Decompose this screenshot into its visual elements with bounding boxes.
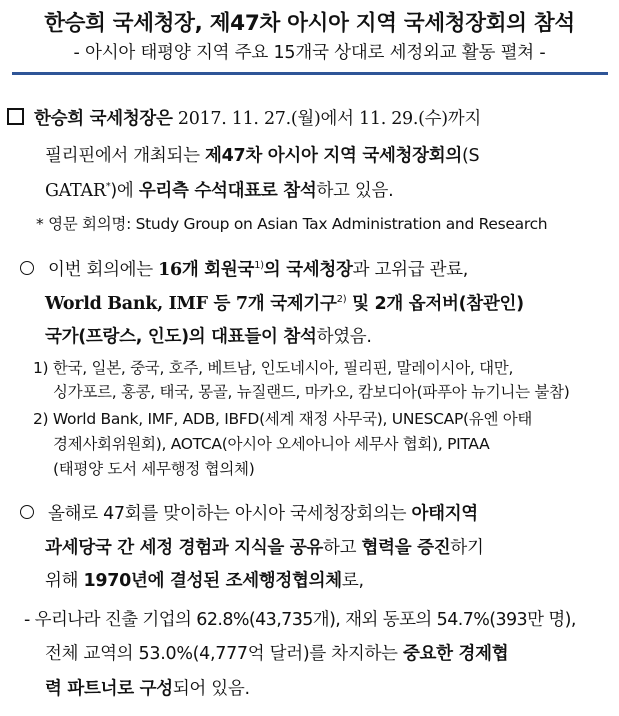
text: 과 고위급 관료,	[352, 260, 469, 280]
footnote-2b: 경제사회위원회), AOTCA(아시아 오세아니아 세무사 협회), PITAA	[53, 435, 490, 453]
commissioner-name: 한승희 국세청장은	[34, 109, 173, 129]
section3-line2	[45, 534, 484, 559]
footnote-ref-2: 2)	[336, 294, 347, 306]
section3-line3	[45, 567, 364, 592]
text: 위해	[45, 571, 84, 591]
section2-line1	[20, 256, 468, 281]
observers: 및 2개 옵저버(참관인)	[346, 294, 524, 314]
text: 력 파트너로 구성	[45, 679, 173, 699]
document-title: 한승희 국세청장, 제47차 아시아 지역 국세청장회의 참석	[44, 11, 575, 36]
section3-detail1	[24, 606, 576, 631]
footnote-1b: 싱가포르, 홍콩, 태국, 몽골, 뉴질랜드, 마카오, 캄보디아(파푸아 뉴기니는 불참)	[53, 383, 570, 401]
text: 하고 있음.	[316, 181, 394, 201]
document-subtitle: - 아시아 태평양 지역 주요 15개국 상대로 세정외교 활동 펼쳐 -	[73, 43, 546, 63]
text: 아태지역	[411, 504, 478, 524]
text: (S	[461, 146, 480, 166]
text: 이번 회의에는	[48, 260, 159, 280]
section2-line2	[45, 290, 524, 315]
date-range: 2017. 11. 27.(월)에서 11. 29.(수)까지	[172, 109, 482, 129]
text: 필리핀에서 개최되는	[45, 146, 205, 166]
section1-note: * 영문 회의명: Study Group on Asian Tax Administration and Research	[36, 215, 548, 233]
intl-orgs: World Bank, IMF 등 7개 국제기구	[45, 294, 337, 314]
role-text: 우리측 수석대표로 참석	[138, 181, 317, 201]
section3-detail2	[45, 640, 508, 665]
section3-line1	[20, 500, 478, 525]
section1-line1	[7, 105, 481, 130]
text: 의 국세청장	[263, 260, 353, 280]
text: 되어 있음.	[172, 679, 250, 699]
square-bullet-icon	[7, 108, 24, 125]
text: 국가(프랑스, 인도)의 대표들이 참석	[45, 327, 317, 347]
text: 전체 교역의 53.0%(4,777억 달러)를 차지하는	[45, 644, 403, 664]
section1-line3	[45, 177, 393, 202]
section3-detail3	[45, 675, 250, 700]
text: 로,	[341, 571, 364, 591]
footnote-2c: (태평양 도서 세무행정 협의체)	[53, 460, 255, 478]
text: - 우리나라 진출 기업의 62.8%(43,735개), 재외 동포의 54.7%(393만 명),	[24, 610, 576, 630]
text: )에	[110, 181, 139, 201]
footnote-ref-1: 1)	[254, 260, 264, 272]
footnote-1a: 1) 한국, 일본, 중국, 호주, 베트남, 인도네시아, 필리핀, 말레이시아, 대만,	[33, 359, 514, 377]
text: 1970년에 결성된 조세행정협의체	[83, 571, 342, 591]
text: 하고	[323, 538, 362, 558]
text: 과세당국 간 세정 경험과 지식을 공유	[45, 538, 324, 558]
asterisk: *	[105, 181, 111, 193]
acronym: GATAR	[45, 181, 106, 201]
circle-bullet-icon	[20, 261, 34, 275]
section1-line2	[45, 142, 479, 167]
text: 중요한 경제협	[402, 644, 509, 664]
text: 협력을 증진	[361, 538, 451, 558]
section2-line3	[45, 323, 372, 348]
text: 올해로 47회를 맞이하는 아시아 국세청장회의는	[48, 504, 412, 524]
circle-bullet-icon	[20, 505, 34, 519]
text: 하기	[450, 538, 484, 558]
header-rule	[12, 72, 608, 75]
text: 하였음.	[316, 327, 372, 347]
footnote-2a: 2) World Bank, IMF, ADB, IBFD(세계 재정 사무국), UNESCAP(유엔 아태	[33, 410, 533, 428]
meeting-name: 제47차 아시아 지역 국세청장회의	[204, 146, 462, 166]
member-count: 16개 회원국	[158, 260, 255, 280]
